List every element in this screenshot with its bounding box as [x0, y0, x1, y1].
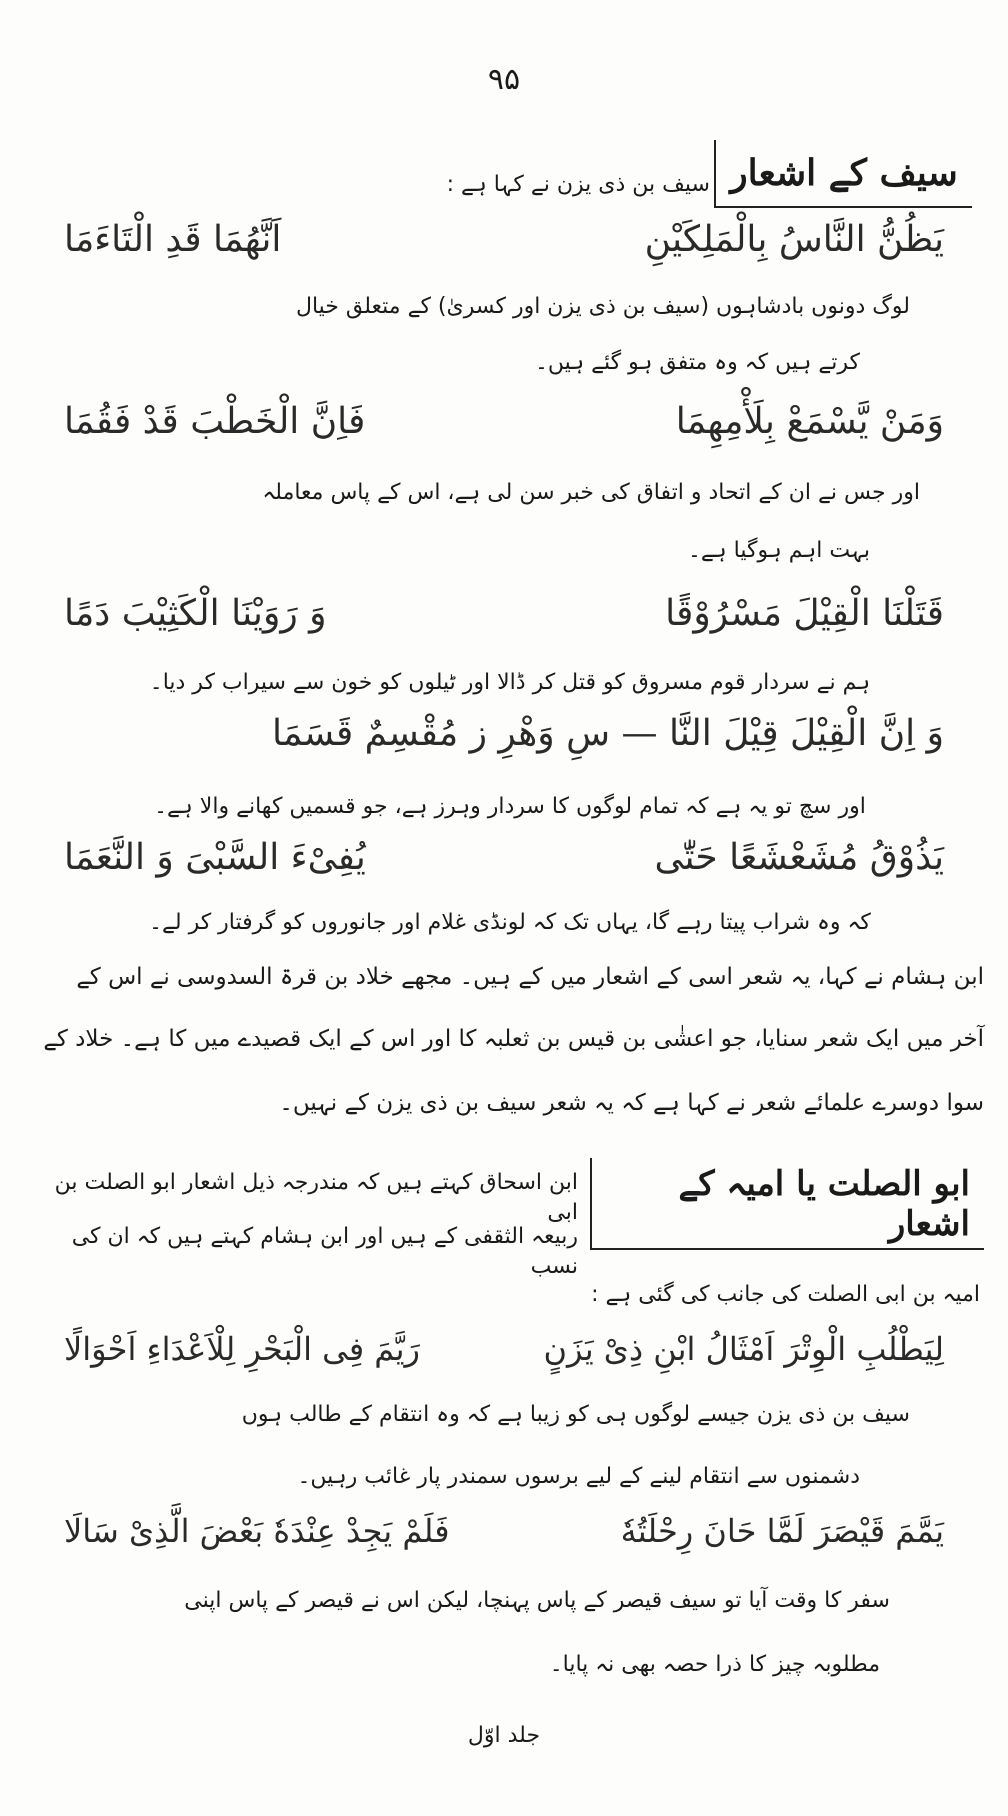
verse-hemistich-left: رَیَّمَ فِی الْبَحْرِ لِلْاَعْدَاءِ اَحْوَالًا	[64, 1330, 420, 1368]
verse-translation: لوگ دونوں بادشاہوں (سیف بن ذی یزن اور کسریٰ) کے متعلق خیال	[295, 294, 910, 319]
verse-hemistich-right: قَتَلْنَا الْقِیْلَ مَسْرُوْقًا	[665, 593, 944, 634]
verse-translation: مطلوبہ چیز کا ذرا حصہ بھی نہ پایا۔	[549, 1652, 880, 1677]
prose-line: سوا دوسرے علمائے شعر نے کہا ہے کہ یہ شعر سیف بن ذی یزن کے نہیں۔	[279, 1090, 984, 1116]
verse-hemistich-right: وَمَنْ یَّسْمَعْ بِلَأْمِهِمَا	[675, 401, 944, 442]
section-intro: امیہ بن ابی الصلت کی جانب کی گئی ہے :	[591, 1282, 980, 1307]
verse-hemistich-left: یُفِیْءَ السَّبْیَ وَ النَّعَمَا	[64, 837, 366, 878]
prose-line: ابن ہشام نے کہا، یہ شعر اسی کے اشعار میں کے ہیں۔ مجھے خلاد بن قرۃ السدوسی نے اس کے	[76, 964, 984, 990]
verse-translation: دشمنوں سے انتقام لینے کے لیے برسوں سمندر پار غائب رہیں۔	[297, 1464, 860, 1489]
verse-line: وَ اِنَّ الْقِیْلَ قِیْلَ النَّا — سِ وَهْرِ ز مُقْسِمٌ قَسَمَا	[272, 713, 944, 754]
section-intro: ربیعہ الثقفی کے ہیں اور ابن ہشام کہتے ہیں کہ ان کی نسب	[71, 1224, 578, 1279]
verse-translation: بہت اہم ہوگیا ہے۔	[688, 538, 870, 563]
verse-line	[64, 1330, 944, 1368]
verse-hemistich-right: یَمَّمَ قَیْصَرَ لَمَّا حَانَ رِحْلَتُهٗ	[620, 1512, 944, 1550]
section-intro: ابن اسحاق کہتے ہیں کہ مندرجہ ذیل اشعار ابو الصلت بن ابی	[54, 1170, 578, 1225]
verse-line	[64, 400, 944, 443]
verse-hemistich-right: یَذُوْقُ مُشَعْشَعًا حَتّٰی	[654, 837, 944, 878]
verse-hemistich-left: وَ رَوَیْنَا الْکَثِیْبَ دَمًا	[64, 593, 327, 634]
verse-translation: سیف بن ذی یزن جیسے لوگوں ہی کو زیبا ہے کہ وہ انتقام کے طالب ہوں	[241, 1402, 910, 1427]
verse-hemistich-right: یَظُنُّ النَّاسُ بِالْمَلِکَیْنِ	[644, 219, 944, 260]
verse-hemistich-left: فَلَمْ یَجِدْ عِنْدَهٗ بَعْضَ الَّذِیْ سَالَا	[64, 1512, 450, 1550]
section-heading-saif: سیف کے اشعار	[714, 140, 972, 208]
section-intro: سیف بن ذی یزن نے کہا ہے :	[446, 172, 710, 197]
verse-line	[64, 1512, 944, 1550]
verse-line	[64, 592, 944, 635]
verse-translation: ہم نے سردار قوم مسروق کو قتل کر ڈالا اور ٹیلوں کو خون سے سیراب کر دیا۔	[149, 670, 871, 695]
page-number: ۹۵	[487, 62, 521, 97]
volume-footer: جلد اوّل	[467, 1723, 541, 1748]
verse-hemistich-left: فَاِنَّ الْخَطْبَ قَدْ فَقُمَا	[64, 401, 366, 442]
verse-translation: سفر کا وقت آیا تو سیف قیصر کے پاس پہنچا، لیکن اس نے قیصر کے پاس اپنی	[184, 1588, 890, 1613]
section-heading-abu-salt: ابو الصلت یا امیہ کے اشعار	[590, 1158, 984, 1250]
verse-line	[64, 836, 944, 879]
prose-line: آخر میں ایک شعر سنایا، جو اعشٰی بن قیس بن ثعلبہ کا اور اس کے ایک قصیدے میں کا ہے۔ خلاد کے	[43, 1026, 984, 1052]
verse-translation: اور سچ تو یہ ہے کہ تمام لوگوں کا سردار وہرز ہے، جو قسمیں کھانے والا ہے۔	[154, 794, 866, 819]
verse-translation: اور جس نے ان کے اتحاد و اتفاق کی خبر سن لی ہے، اس کے پاس معاملہ	[262, 480, 920, 505]
verse-translation: کہ وہ شراب پیتا رہے گا، یہاں تک کہ لونڈی غلام اور جانوروں کو گرفتار کر لے۔	[149, 910, 871, 935]
verse-translation: کرتے ہیں کہ وہ متفق ہو گئے ہیں۔	[534, 350, 860, 375]
verse-hemistich-right: لِیَطْلُبِ الْوِتْرَ اَمْثَالُ ابْنِ ذِیْ یَزَنٍ	[543, 1330, 944, 1368]
verse-hemistich-left: اَنَّهُمَا قَدِ الْتَاءَمَا	[64, 219, 282, 260]
verse-line	[64, 218, 944, 261]
